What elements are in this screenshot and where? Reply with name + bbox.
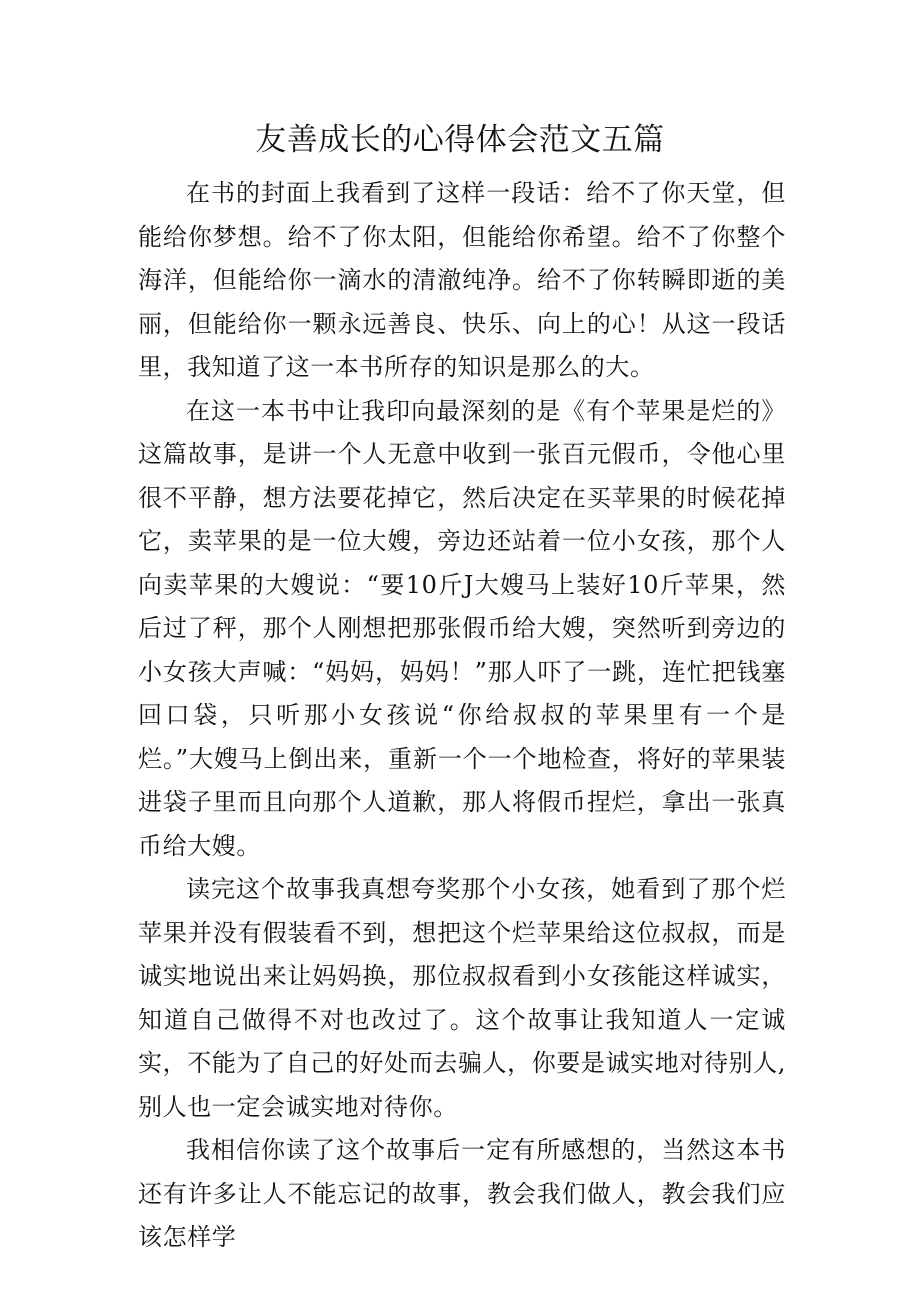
document-title: 友善成长的心得体会范文五篇 [255,122,665,158]
document-body [138,172,786,1260]
paragraph-1: 在书的封面上我看到了这样一段话：给不了你天堂，但能给你梦想。给不了你太阳，但能给你希望。给不了你整个海洋，但能给你一滴水的清澈纯净。给不了你转瞬即逝的美丽，但能给你一颗永远善良、快乐、向上的心！从这一段话里，我知道了这一本书所存的知识是那么的大。 [138,179,786,381]
paragraph-3: 读完这个故事我真想夸奖那个小女孩，她看到了那个烂苹果并没有假装看不到，想把这个烂苹果给这位叔叔，而是诚实地说出来让妈妈换，那位叔叔看到小女孩能这样诚实，知道自己做得不对也改过了。这个故事让我知道人一定诚实，不能为了自己的好处而去骗人，你要是诚实地对待别人,别人也一定会诚实地对待你。 [138,875,786,1121]
paragraph-2: 在这一本书中让我印向最深刻的是《有个苹果是烂的》这篇故事，是讲一个人无意中收到一张百元假币，令他心里很不平静，想方法要花掉它，然后决定在买苹果的时候花掉它，卖苹果的是一位大嫂，旁边还站着一位小女孩，那个人向卖苹果的大嫂说：“要10斤J大嫂马上装好10斤苹果，然后过了秤，那个人刚想把那张假币给大嫂，突然听到旁边的小女孩大声喊：“妈妈，妈妈！”那人吓了一跳，连忙把钱塞回口袋，只听那小女孩说“你给叔叔的苹果里有一个是烂。”大嫂马上倒出来，重新一个一个地检查，将好的苹果装进袋子里而且向那个人道歉，那人将假币捏烂，拿出一张真币给大嫂。 [138,396,786,860]
paragraph-4: 我相信你读了这个故事后一定有所感想的，当然这本书还有许多让人不能忘记的故事，教会我们做人，教会我们应该怎样学 [138,1136,786,1251]
